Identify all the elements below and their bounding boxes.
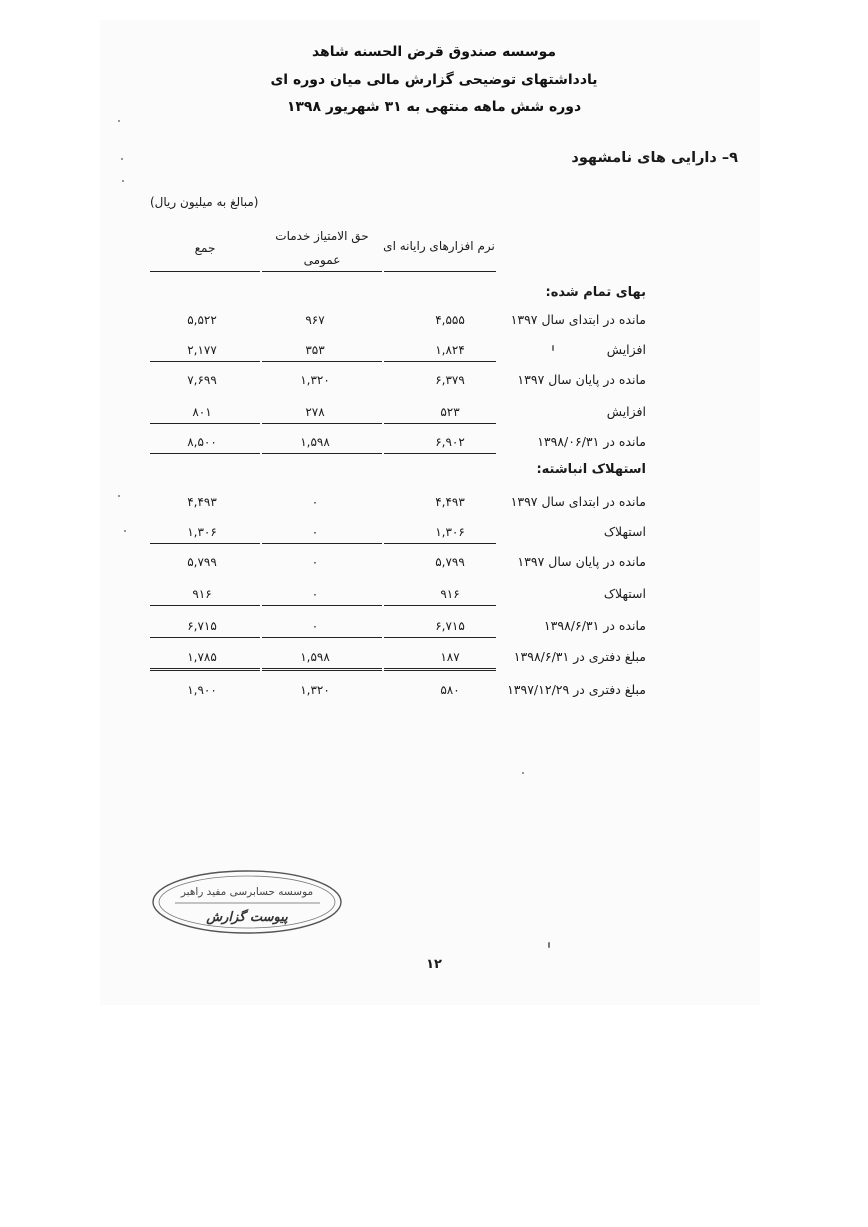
scan-speck	[118, 120, 120, 122]
subtotal-rule	[150, 543, 260, 544]
cell-total: ۸,۵۰۰	[187, 435, 217, 449]
row-label: استهلاک	[603, 524, 646, 539]
cell-franchise: ۰	[311, 555, 319, 569]
column-header-franchise-line1: حق الامتیاز خدمات	[275, 229, 369, 243]
stamp-oval-icon	[150, 868, 345, 936]
subtotal-rule	[150, 423, 260, 424]
scan-speck	[548, 942, 550, 948]
cell-total: ۵,۵۲۲	[187, 313, 217, 327]
scan-speck	[552, 345, 554, 351]
subtotal-rule	[262, 361, 382, 362]
column-header-franchise-line2: عمومی	[303, 253, 341, 267]
subtotal-rule	[384, 605, 496, 606]
stamp-line2: پیوست گزارش	[206, 910, 288, 925]
cell-total: ۷,۶۹۹	[187, 373, 217, 387]
cell-software: ۵۸۰	[440, 683, 460, 697]
cell-software: ۶,۷۱۵	[435, 619, 465, 633]
row-label: افزایش	[606, 404, 646, 419]
report-period: دوره شش ماهه منتهی به ۳۱ شهریور ۱۳۹۸	[286, 99, 582, 115]
cell-franchise: ۱,۳۲۰	[300, 373, 330, 387]
page-number: ۱۲	[426, 957, 442, 972]
cell-franchise: ۱,۳۲۰	[300, 683, 330, 697]
subtotal-rule	[384, 543, 496, 544]
cell-franchise: ۰	[311, 495, 319, 509]
total-double-rule	[384, 668, 496, 671]
cell-franchise: ۰	[311, 619, 319, 633]
row-label: مبلغ دفتری در ۱۳۹۸/۶/۳۱	[513, 649, 646, 664]
row-label: مانده در ابتدای سال ۱۳۹۷	[510, 312, 646, 327]
total-double-rule	[262, 668, 382, 671]
cell-total: ۶,۷۱۵	[187, 619, 217, 633]
cell-franchise: ۹۶۷	[305, 313, 325, 327]
cell-franchise: ۱,۵۹۸	[300, 435, 330, 449]
subtotal-rule	[150, 605, 260, 606]
subtotal-rule	[262, 453, 382, 454]
cell-software: ۹۱۶	[440, 587, 460, 601]
report-subtitle: یادداشتهای توضیحی گزارش مالی میان دوره ای	[270, 72, 598, 88]
row-label: مبلغ دفتری در ۱۳۹۷/۱۲/۲۹	[507, 682, 646, 697]
subtotal-rule	[150, 637, 260, 638]
cell-franchise: ۰	[311, 525, 319, 539]
cell-total: ۸۰۱	[192, 405, 212, 419]
row-label: مانده در ابتدای سال ۱۳۹۷	[510, 494, 646, 509]
cell-total: ۱,۷۸۵	[187, 650, 217, 664]
unit-note: (مبالغ به میلیون ریال)	[150, 195, 259, 209]
header-rule-total	[150, 271, 260, 272]
cell-software: ۱,۸۲۴	[435, 343, 465, 357]
auditor-stamp	[150, 868, 345, 936]
cell-total: ۵,۷۹۹	[187, 555, 217, 569]
cell-software: ۴,۵۵۵	[435, 313, 465, 327]
section-heading: بهای تمام شده:	[545, 285, 646, 300]
cell-franchise: ۲۷۸	[305, 405, 325, 419]
cell-software: ۵۲۳	[440, 405, 460, 419]
stamp-line1: موسسه حسابرسی مفید راهبر	[180, 886, 314, 898]
column-header-franchise	[262, 224, 382, 272]
subtotal-rule	[384, 453, 496, 454]
column-header-software: نرم افزارهای رایانه ای	[383, 239, 495, 253]
org-name: موسسه صندوق قرض الحسنه شاهد	[311, 44, 557, 60]
scan-speck	[118, 495, 120, 497]
subtotal-rule	[262, 637, 382, 638]
subtotal-rule	[262, 605, 382, 606]
row-label: افزایش	[606, 342, 646, 357]
subtotal-rule	[150, 361, 260, 362]
cell-software: ۱,۳۰۶	[435, 525, 465, 539]
cell-software: ۴,۴۹۳	[435, 495, 465, 509]
section-heading: استهلاک انباشته:	[536, 462, 646, 477]
subtotal-rule	[384, 637, 496, 638]
subtotal-rule	[384, 423, 496, 424]
row-label: مانده در ۱۳۹۸/۶/۳۱	[543, 618, 646, 633]
cell-franchise: ۱,۵۹۸	[300, 650, 330, 664]
cell-software: ۶,۹۰۲	[435, 435, 465, 449]
row-label: مانده در پایان سال ۱۳۹۷	[517, 372, 646, 387]
cell-software: ۶,۳۷۹	[435, 373, 465, 387]
row-label: استهلاک	[603, 586, 646, 601]
subtotal-rule	[384, 361, 496, 362]
scanned-page	[100, 20, 760, 1005]
cell-franchise: ۳۵۳	[305, 343, 325, 357]
header-rule-software	[384, 271, 496, 272]
cell-franchise: ۰	[311, 587, 319, 601]
scan-speck	[522, 772, 524, 774]
cell-software: ۵,۷۹۹	[435, 555, 465, 569]
row-label: مانده در ۱۳۹۸/۰۶/۳۱	[537, 434, 646, 449]
cell-total: ۹۱۶	[192, 587, 212, 601]
cell-total: ۱,۳۰۶	[187, 525, 217, 539]
column-header-total: جمع	[194, 241, 216, 255]
scan-speck	[121, 158, 123, 160]
note-title: ۹– دارایی های نامشهود	[571, 150, 738, 166]
scan-speck	[122, 180, 124, 182]
row-label: مانده در پایان سال ۱۳۹۷	[517, 554, 646, 569]
cell-total: ۴,۴۹۳	[187, 495, 217, 509]
subtotal-rule	[262, 423, 382, 424]
total-double-rule	[150, 668, 260, 671]
cell-software: ۱۸۷	[440, 650, 460, 664]
subtotal-rule	[150, 453, 260, 454]
cell-total: ۱,۹۰۰	[187, 683, 217, 697]
cell-total: ۲,۱۷۷	[187, 343, 217, 357]
header-rule-franchise	[262, 271, 382, 272]
scan-speck	[124, 530, 126, 532]
subtotal-rule	[262, 543, 382, 544]
